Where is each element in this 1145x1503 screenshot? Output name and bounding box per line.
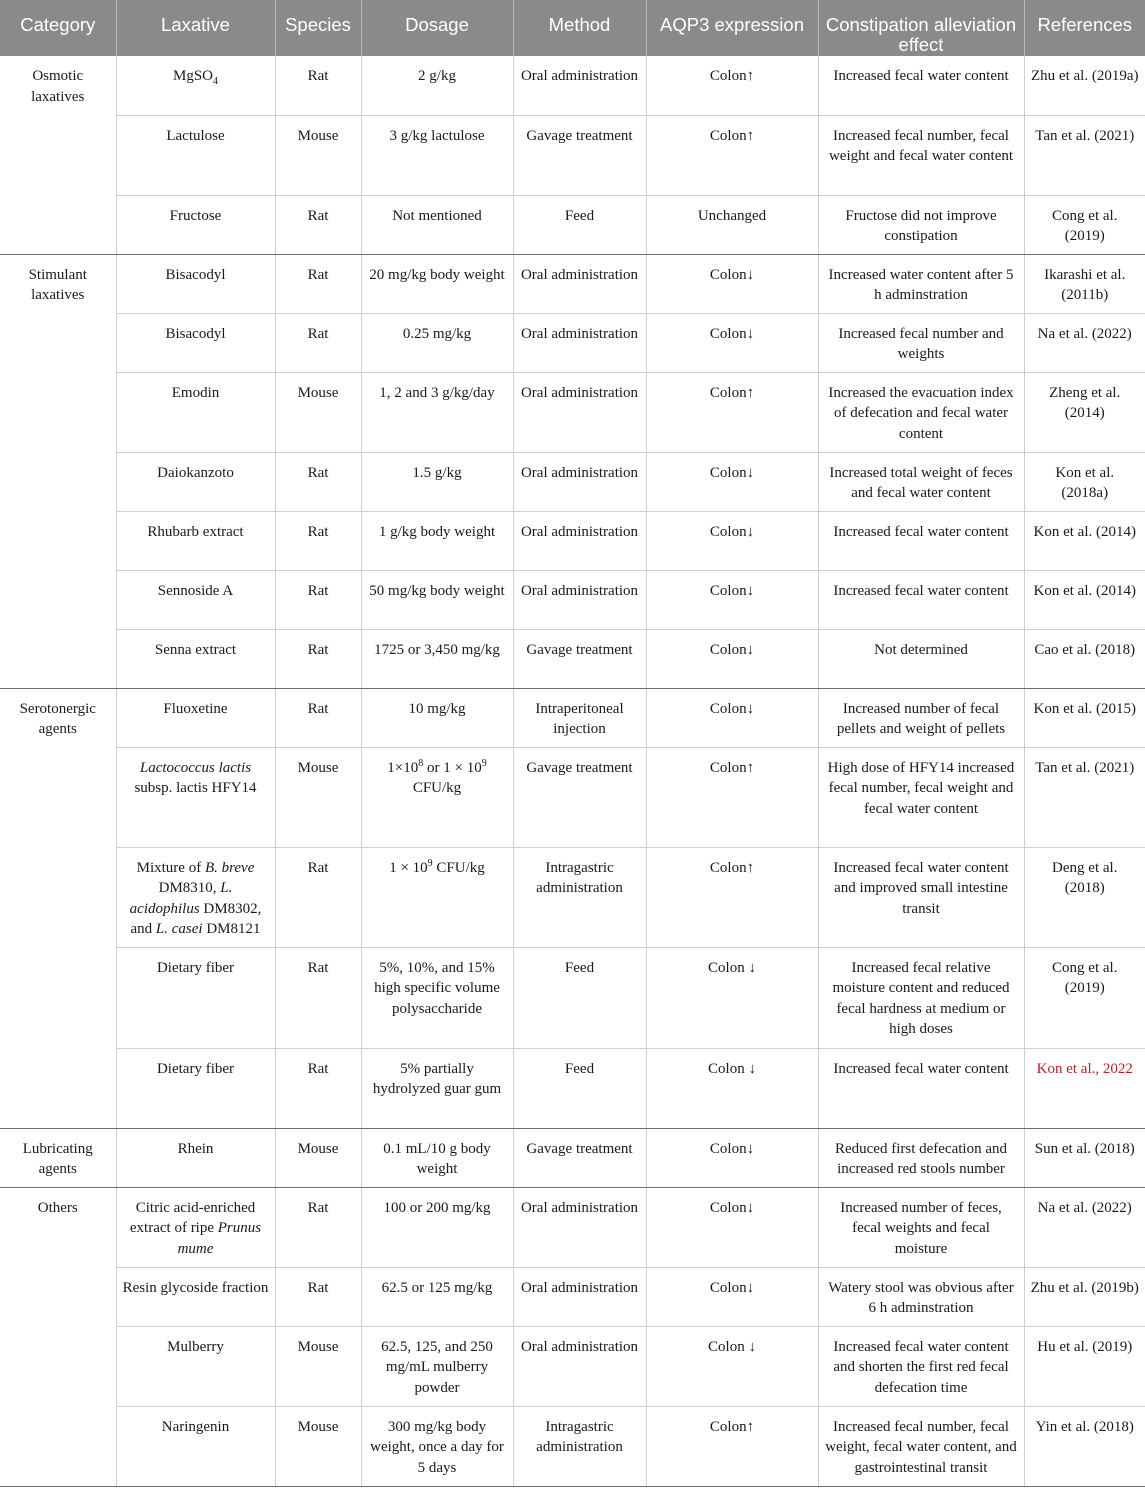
reference-cell: Tan et al. (2021): [1024, 115, 1145, 195]
aqp3-expression-cell: Colon↓: [646, 511, 818, 570]
table-row: [0, 1128, 1145, 1187]
dosage-cell: [361, 629, 513, 688]
reference-cell: Deng et al. (2018): [1024, 847, 1145, 947]
laxative-cell: [116, 1267, 275, 1326]
reference-cell: Hu et al. (2019): [1024, 1326, 1145, 1406]
text-fragment: Mulberry: [167, 1338, 224, 1355]
reference-cell: Cong et al. (2019): [1024, 947, 1145, 1048]
laxative-cell: [116, 254, 275, 313]
text-fragment: 3 g/kg lactulose: [389, 127, 485, 144]
text-fragment: Emodin: [171, 384, 220, 401]
text-fragment: Bisacodyl: [165, 325, 226, 342]
effect-cell: Increased fecal water content: [818, 56, 1024, 115]
text-fragment: 100 or 200 mg/kg: [383, 1199, 491, 1216]
dosage-cell: [361, 254, 513, 313]
table-row: [0, 1326, 1145, 1406]
aqp3-expression-cell: Colon↑: [646, 56, 818, 115]
laxative-cell: [116, 1048, 275, 1128]
category-cell: Osmotic laxatives: [0, 56, 116, 254]
table-header: [0, 0, 1145, 56]
laxative-cell: [116, 1187, 275, 1267]
dosage-cell: [361, 313, 513, 372]
reference-cell: Kon et al. (2015): [1024, 688, 1145, 747]
species-cell: Rat: [275, 1048, 361, 1128]
table-row: [0, 1406, 1145, 1486]
species-cell: Mouse: [275, 372, 361, 452]
method-cell: Oral administration: [513, 1326, 646, 1406]
dosage-cell: [361, 372, 513, 452]
text-fragment: 0.1 mL/10 g body weight: [383, 1140, 491, 1177]
method-cell: Gavage treatment: [513, 115, 646, 195]
header-constipation-effect: Constipation alleviation effect: [818, 0, 1024, 56]
aqp3-expression-cell: Colon ↓: [646, 1048, 818, 1128]
method-cell: Intraperitoneal injection: [513, 688, 646, 747]
species-cell: Rat: [275, 847, 361, 947]
method-cell: Feed: [513, 1048, 646, 1128]
species-cell: Mouse: [275, 747, 361, 847]
table-row: [0, 313, 1145, 372]
text-fragment: Naringenin: [161, 1418, 230, 1435]
table-row: [0, 195, 1145, 254]
header-species: Species: [275, 0, 361, 56]
text-fragment: 62.5 or 125 mg/kg: [381, 1279, 493, 1296]
laxative-cell: [116, 56, 275, 115]
species-cell: Rat: [275, 452, 361, 511]
reference-cell: Kon et al., 2022: [1024, 1048, 1145, 1128]
table-row: [0, 1187, 1145, 1267]
reference-cell: Kon et al. (2018a): [1024, 452, 1145, 511]
aqp3-expression-cell: Colon ↓: [646, 1326, 818, 1406]
effect-cell: Increased water content after 5 h adminstration: [818, 254, 1024, 313]
aqp3-expression-cell: Colon↓: [646, 1187, 818, 1267]
table-row: [0, 372, 1145, 452]
species-cell: Rat: [275, 254, 361, 313]
text-fragment: L. acidophilus: [129, 880, 233, 917]
text-fragment: Fluoxetine: [163, 700, 228, 717]
text-fragment: 1 × 10: [389, 859, 428, 876]
species-cell: Rat: [275, 313, 361, 372]
method-cell: Feed: [513, 947, 646, 1048]
text-fragment: 1×10: [387, 759, 419, 776]
text-fragment: Dietary fiber: [156, 959, 235, 976]
method-cell: Oral administration: [513, 56, 646, 115]
table-row: [0, 254, 1145, 313]
table-row: [0, 570, 1145, 629]
effect-cell: Reduced first defecation and increased red stools number: [818, 1128, 1024, 1187]
text-fragment: CFU/kg: [432, 859, 485, 876]
header-aqp3-expression: AQP3 expression: [646, 0, 818, 56]
aqp3-expression-cell: Colon↓: [646, 629, 818, 688]
text-fragment: Fructose: [169, 207, 222, 224]
aqp3-expression-cell: Colon↓: [646, 254, 818, 313]
text-fragment: Sennoside A: [157, 582, 234, 599]
text-fragment: Resin glycoside fraction: [122, 1279, 269, 1296]
text-fragment: 2 g/kg: [418, 68, 456, 84]
text-fragment: 9: [481, 757, 487, 769]
aqp3-expression-cell: Colon↑: [646, 1406, 818, 1486]
text-fragment: Not mentioned: [392, 207, 482, 224]
text-fragment: 1 g/kg body weight: [378, 523, 496, 540]
dosage-cell: [361, 56, 513, 115]
table-row: [0, 688, 1145, 747]
dosage-cell: [361, 1187, 513, 1267]
species-cell: Mouse: [275, 1128, 361, 1187]
aqp3-expression-cell: Colon↓: [646, 1267, 818, 1326]
effect-cell: Increased number of feces, fecal weights and fecal moisture: [818, 1187, 1024, 1267]
dosage-cell: [361, 1406, 513, 1486]
effect-cell: Increased fecal number and weights: [818, 313, 1024, 372]
method-cell: Oral administration: [513, 372, 646, 452]
laxative-cell: [116, 1128, 275, 1187]
dosage-cell: [361, 511, 513, 570]
species-cell: Mouse: [275, 115, 361, 195]
text-fragment: 62.5, 125, and 250 mg/mL mulberry powder: [381, 1338, 493, 1396]
reference-cell: Sun et al. (2018): [1024, 1128, 1145, 1187]
table-row: [0, 56, 1145, 115]
reference-cell: Tan et al. (2021): [1024, 747, 1145, 847]
effect-cell: Increased fecal water content: [818, 511, 1024, 570]
reference-cell: Kon et al. (2014): [1024, 570, 1145, 629]
effect-cell: High dose of HFY14 increased fecal number, fecal weight and fecal water content: [818, 747, 1024, 847]
effect-cell: Increased fecal water content and shorten the first red fecal defecation time: [818, 1326, 1024, 1406]
species-cell: Mouse: [275, 1406, 361, 1486]
dosage-cell: [361, 947, 513, 1048]
reference-cell: Cao et al. (2018): [1024, 629, 1145, 688]
text-fragment: 5% partially hydrolyzed guar gum: [372, 1060, 502, 1097]
table-row: [0, 452, 1145, 511]
effect-cell: Watery stool was obvious after 6 h adminstration: [818, 1267, 1024, 1326]
reference-cell: Zhu et al. (2019a): [1024, 56, 1145, 115]
aqp3-expression-cell: Colon↓: [646, 1128, 818, 1187]
aqp3-expression-cell: Colon ↓: [646, 947, 818, 1048]
text-fragment: 1.5 g/kg: [412, 464, 462, 481]
text-fragment: Bisacodyl: [165, 266, 226, 283]
laxative-cell: [116, 195, 275, 254]
method-cell: Intragastric administration: [513, 847, 646, 947]
text-fragment: 4: [213, 76, 218, 87]
text-fragment: 8: [418, 757, 424, 769]
effect-cell: Increased fecal water content: [818, 570, 1024, 629]
category-cell: Lubricating agents: [0, 1128, 116, 1187]
species-cell: Rat: [275, 947, 361, 1048]
laxative-cell: [116, 847, 275, 947]
text-fragment: 300 mg/kg body weight, once a day for 5 days: [370, 1418, 504, 1476]
laxative-cell: [116, 115, 275, 195]
text-fragment: 0.25 mg/kg: [402, 325, 472, 342]
dosage-cell: [361, 115, 513, 195]
reference-cell: Na et al. (2022): [1024, 1187, 1145, 1267]
dosage-cell: [361, 1326, 513, 1406]
effect-cell: Not determined: [818, 629, 1024, 688]
laxative-cell: [116, 747, 275, 847]
text-fragment: Daiokanzoto: [157, 464, 234, 481]
method-cell: Oral administration: [513, 452, 646, 511]
table-row: [0, 947, 1145, 1048]
text-fragment: Lactulose: [166, 127, 225, 144]
text-fragment: 1725 or 3,450 mg/kg: [374, 641, 500, 658]
dosage-cell: [361, 1267, 513, 1326]
method-cell: Feed: [513, 195, 646, 254]
header-category: Category: [0, 0, 116, 56]
method-cell: Oral administration: [513, 254, 646, 313]
text-fragment: 9: [427, 857, 433, 869]
reference-cell: Na et al. (2022): [1024, 313, 1145, 372]
dosage-cell: [361, 1128, 513, 1187]
method-cell: Oral administration: [513, 570, 646, 629]
effect-cell: Increased number of fecal pellets and weight of pellets: [818, 688, 1024, 747]
laxative-cell: [116, 1326, 275, 1406]
category-cell: Serotonergic agents: [0, 688, 116, 1128]
table-row: [0, 747, 1145, 847]
header-dosage: Dosage: [361, 0, 513, 56]
aqp3-expression-cell: Colon↓: [646, 313, 818, 372]
dosage-cell: [361, 452, 513, 511]
text-fragment: Rhubarb extract: [147, 523, 244, 540]
laxative-cell: [116, 947, 275, 1048]
text-fragment: DM8310,: [158, 880, 221, 896]
aqp3-expression-cell: Colon↑: [646, 115, 818, 195]
reference-cell: Cong et al. (2019): [1024, 195, 1145, 254]
effect-cell: Increased the evacuation index of defecation and fecal water content: [818, 372, 1024, 452]
text-fragment: Mixture of: [136, 859, 205, 876]
species-cell: Rat: [275, 629, 361, 688]
text-fragment: CFU/kg: [412, 780, 462, 796]
aqp3-expression-cell: Colon↓: [646, 452, 818, 511]
method-cell: Oral administration: [513, 1187, 646, 1267]
aqp3-expression-cell: Colon↓: [646, 688, 818, 747]
laxative-cell: [116, 452, 275, 511]
text-fragment: DM8302, and: [130, 900, 262, 937]
method-cell: Gavage treatment: [513, 629, 646, 688]
laxative-cell: [116, 1406, 275, 1486]
text-fragment: Senna extract: [154, 641, 237, 658]
table-row: [0, 1267, 1145, 1326]
laxative-cell: [116, 629, 275, 688]
text-fragment: Citric acid-enriched extract of ripe: [129, 1199, 256, 1236]
dosage-cell: [361, 688, 513, 747]
text-fragment: 20 mg/kg body weight: [369, 266, 505, 283]
aqp3-expression-cell: Colon↑: [646, 372, 818, 452]
text-fragment: B. breve: [204, 859, 255, 876]
text-fragment: L. casei: [155, 921, 203, 937]
species-cell: Rat: [275, 1187, 361, 1267]
method-cell: Oral administration: [513, 511, 646, 570]
dosage-cell: [361, 195, 513, 254]
species-cell: Rat: [275, 570, 361, 629]
method-cell: Gavage treatment: [513, 1128, 646, 1187]
reference-cell: Yin et al. (2018): [1024, 1406, 1145, 1486]
effect-cell: Increased fecal water content and improved small intestine transit: [818, 847, 1024, 947]
dosage-cell: [361, 1048, 513, 1128]
table-row: [0, 511, 1145, 570]
dosage-cell: [361, 570, 513, 629]
category-cell: Others: [0, 1187, 116, 1486]
species-cell: Rat: [275, 56, 361, 115]
laxative-cell: [116, 511, 275, 570]
effect-cell: Fructose did not improve constipation: [818, 195, 1024, 254]
text-fragment: subsp. lactis HFY14: [134, 780, 257, 796]
laxative-cell: [116, 570, 275, 629]
effect-cell: Increased fecal relative moisture content and reduced fecal hardness at medium or high doses: [818, 947, 1024, 1048]
header-method: Method: [513, 0, 646, 56]
laxative-cell: [116, 313, 275, 372]
text-fragment: DM8121: [202, 921, 261, 937]
table-row: [0, 1048, 1145, 1128]
species-cell: Rat: [275, 195, 361, 254]
text-fragment: 10 mg/kg: [408, 700, 466, 717]
aqp3-expression-cell: Colon↑: [646, 847, 818, 947]
effect-cell: Increased fecal water content: [818, 1048, 1024, 1128]
dosage-cell: [361, 847, 513, 947]
text-fragment: or 1 × 10: [423, 759, 482, 776]
table-row: [0, 847, 1145, 947]
species-cell: Rat: [275, 688, 361, 747]
table-row: [0, 629, 1145, 688]
text-fragment: Rhein: [177, 1140, 214, 1157]
effect-cell: Increased fecal number, fecal weight, fecal water content, and gastrointestinal transit: [818, 1406, 1024, 1486]
aqp3-expression-cell: Unchanged: [646, 195, 818, 254]
dosage-cell: [361, 747, 513, 847]
effect-cell: Increased total weight of feces and fecal water content: [818, 452, 1024, 511]
reference-cell: Zheng et al. (2014): [1024, 372, 1145, 452]
species-cell: Rat: [275, 1267, 361, 1326]
reference-cell: Ikarashi et al. (2011b): [1024, 254, 1145, 313]
table-row: [0, 115, 1145, 195]
aqp3-expression-cell: Colon↓: [646, 570, 818, 629]
reference-cell: Kon et al. (2014): [1024, 511, 1145, 570]
method-cell: Gavage treatment: [513, 747, 646, 847]
text-fragment: Prunus mume: [177, 1220, 262, 1257]
text-fragment: 5%, 10%, and 15% high specific volume polysaccharide: [374, 959, 500, 1017]
laxative-cell: [116, 372, 275, 452]
method-cell: Oral administration: [513, 313, 646, 372]
table-body: [0, 56, 1145, 1486]
category-cell: Stimulant laxatives: [0, 254, 116, 688]
species-cell: Mouse: [275, 1326, 361, 1406]
aqp3-expression-cell: Colon↑: [646, 747, 818, 847]
header-references: References: [1024, 0, 1145, 56]
method-cell: Intragastric administration: [513, 1406, 646, 1486]
reference-cell: Zhu et al. (2019b): [1024, 1267, 1145, 1326]
laxative-cell: [116, 688, 275, 747]
header-laxative: Laxative: [116, 0, 275, 56]
text-fragment: 50 mg/kg body weight: [369, 582, 505, 599]
method-cell: Oral administration: [513, 1267, 646, 1326]
header-row: [0, 0, 1145, 56]
text-fragment: MgSO: [172, 68, 213, 84]
text-fragment: Dietary fiber: [156, 1060, 235, 1077]
text-fragment: 1, 2 and 3 g/kg/day: [379, 384, 495, 401]
species-cell: Rat: [275, 511, 361, 570]
effect-cell: Increased fecal number, fecal weight and fecal water content: [818, 115, 1024, 195]
text-fragment: Lactococcus lactis: [139, 759, 252, 776]
